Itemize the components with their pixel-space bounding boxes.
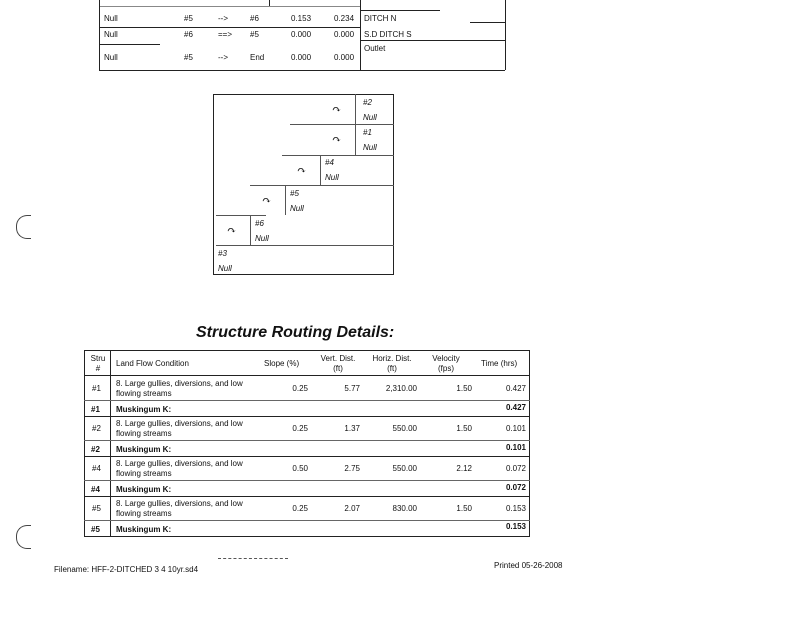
flow-icon: ↷	[332, 103, 342, 116]
row-from: #6	[184, 30, 193, 39]
horiz-dist-value: 550.00	[392, 424, 417, 433]
row-value-2: 0.234	[334, 14, 355, 23]
flow-icon: ↷	[297, 164, 307, 177]
muskingum-value: 0.427	[505, 403, 526, 412]
header-velocity: Velocity (fps)	[432, 354, 460, 373]
stru-number: #4	[91, 485, 100, 494]
stru-number: #5	[92, 504, 101, 513]
stru-number: #2	[92, 424, 101, 433]
node-id: #3	[218, 249, 227, 258]
velocity-value: 2.12	[456, 464, 472, 473]
slope-value: 0.25	[292, 384, 308, 393]
time-value: 0.072	[505, 464, 526, 473]
land-flow-condition: 8. Large gullies, diversions, and low flowing streams	[116, 419, 243, 438]
node-sub: Null	[325, 173, 339, 182]
vert-dist-value: 5.77	[344, 384, 360, 393]
stru-number: #4	[92, 464, 101, 473]
row-value-1: 0.000	[291, 30, 312, 39]
stru-number: #1	[91, 405, 100, 414]
flow-icon: ↷	[227, 224, 237, 237]
muskingum-value: 0.101	[505, 443, 526, 452]
muskingum-value: 0.072	[505, 483, 526, 492]
horiz-dist-value: 550.00	[392, 464, 417, 473]
row-from: #5	[184, 14, 193, 23]
header-stru: Stru #	[90, 354, 106, 373]
node-sub: Null	[363, 143, 377, 152]
row-to: #5	[250, 30, 259, 39]
stru-number: #1	[92, 384, 101, 393]
row-structure: Null	[104, 53, 118, 62]
row-arrow: ==>	[218, 30, 233, 39]
velocity-value: 1.50	[456, 424, 472, 433]
time-value: 0.153	[505, 504, 526, 513]
time-value: 0.427	[505, 384, 526, 393]
row-to: End	[250, 53, 265, 62]
muskingum-label: Muskingum K:	[116, 445, 172, 454]
row-from: #5	[184, 53, 193, 62]
slope-value: 0.25	[292, 504, 308, 513]
muskingum-label: Muskingum K:	[116, 485, 172, 494]
punch-hole-top	[16, 215, 31, 239]
row-value-1: 0.000	[291, 53, 312, 62]
flow-icon: ↷	[332, 133, 342, 146]
header-vert-dist: Vert. Dist. (ft)	[320, 354, 356, 373]
row-arrow: -->	[218, 14, 228, 23]
vert-dist-value: 2.07	[344, 504, 360, 513]
header-horiz-dist: Horiz. Dist. (ft)	[372, 354, 412, 373]
row-structure: Null	[104, 30, 118, 39]
node-sub: Null	[363, 113, 377, 122]
row-label: S.D DITCH S	[364, 30, 412, 39]
footer-printed-date: Printed 05-26-2008	[494, 561, 563, 570]
node-sub: Null	[255, 234, 269, 243]
row-structure: Null	[104, 14, 118, 23]
vert-dist-value: 2.75	[344, 464, 360, 473]
node-sub: Null	[218, 264, 232, 273]
stru-number: #2	[91, 445, 100, 454]
muskingum-label: Muskingum K:	[116, 405, 172, 414]
node-id: #1	[363, 128, 372, 137]
slope-value: 0.50	[292, 464, 308, 473]
vert-dist-value: 1.37	[344, 424, 360, 433]
muskingum-value: 0.153	[505, 522, 526, 531]
row-label: DITCH N	[364, 14, 397, 23]
flow-icon: ↷	[262, 194, 272, 207]
land-flow-condition: 8. Large gullies, diversions, and low flowing streams	[116, 499, 243, 518]
header-time: Time (hrs)	[481, 359, 518, 368]
header-land-flow: Land Flow Condition	[116, 359, 189, 368]
slope-value: 0.25	[292, 424, 308, 433]
land-flow-condition: 8. Large gullies, diversions, and low flowing streams	[116, 379, 243, 398]
horiz-dist-value: 2,310.00	[385, 384, 417, 393]
section-title: Structure Routing Details:	[196, 324, 395, 341]
node-id: #5	[290, 189, 299, 198]
node-id: #2	[363, 98, 372, 107]
footer-filename: Filename: HFF-2-DITCHED 3 4 10yr.sd4	[54, 565, 199, 574]
row-value-2: 0.000	[334, 30, 355, 39]
node-id: #6	[255, 219, 264, 228]
punch-hole-bottom	[16, 525, 31, 549]
node-sub: Null	[290, 204, 304, 213]
horiz-dist-value: 830.00	[392, 504, 417, 513]
node-id: #4	[325, 158, 334, 167]
velocity-value: 1.50	[456, 384, 472, 393]
row-value-2: 0.000	[334, 53, 355, 62]
header-slope: Slope (%)	[264, 359, 300, 368]
row-value-1: 0.153	[291, 14, 312, 23]
stru-number: #5	[91, 525, 100, 534]
velocity-value: 1.50	[456, 504, 472, 513]
row-to: #6	[250, 14, 259, 23]
time-value: 0.101	[505, 424, 526, 433]
row-label: Outlet	[364, 44, 386, 53]
muskingum-label: Muskingum K:	[116, 525, 172, 534]
row-arrow: -->	[218, 53, 228, 62]
land-flow-condition: 8. Large gullies, diversions, and low flowing streams	[116, 459, 243, 478]
